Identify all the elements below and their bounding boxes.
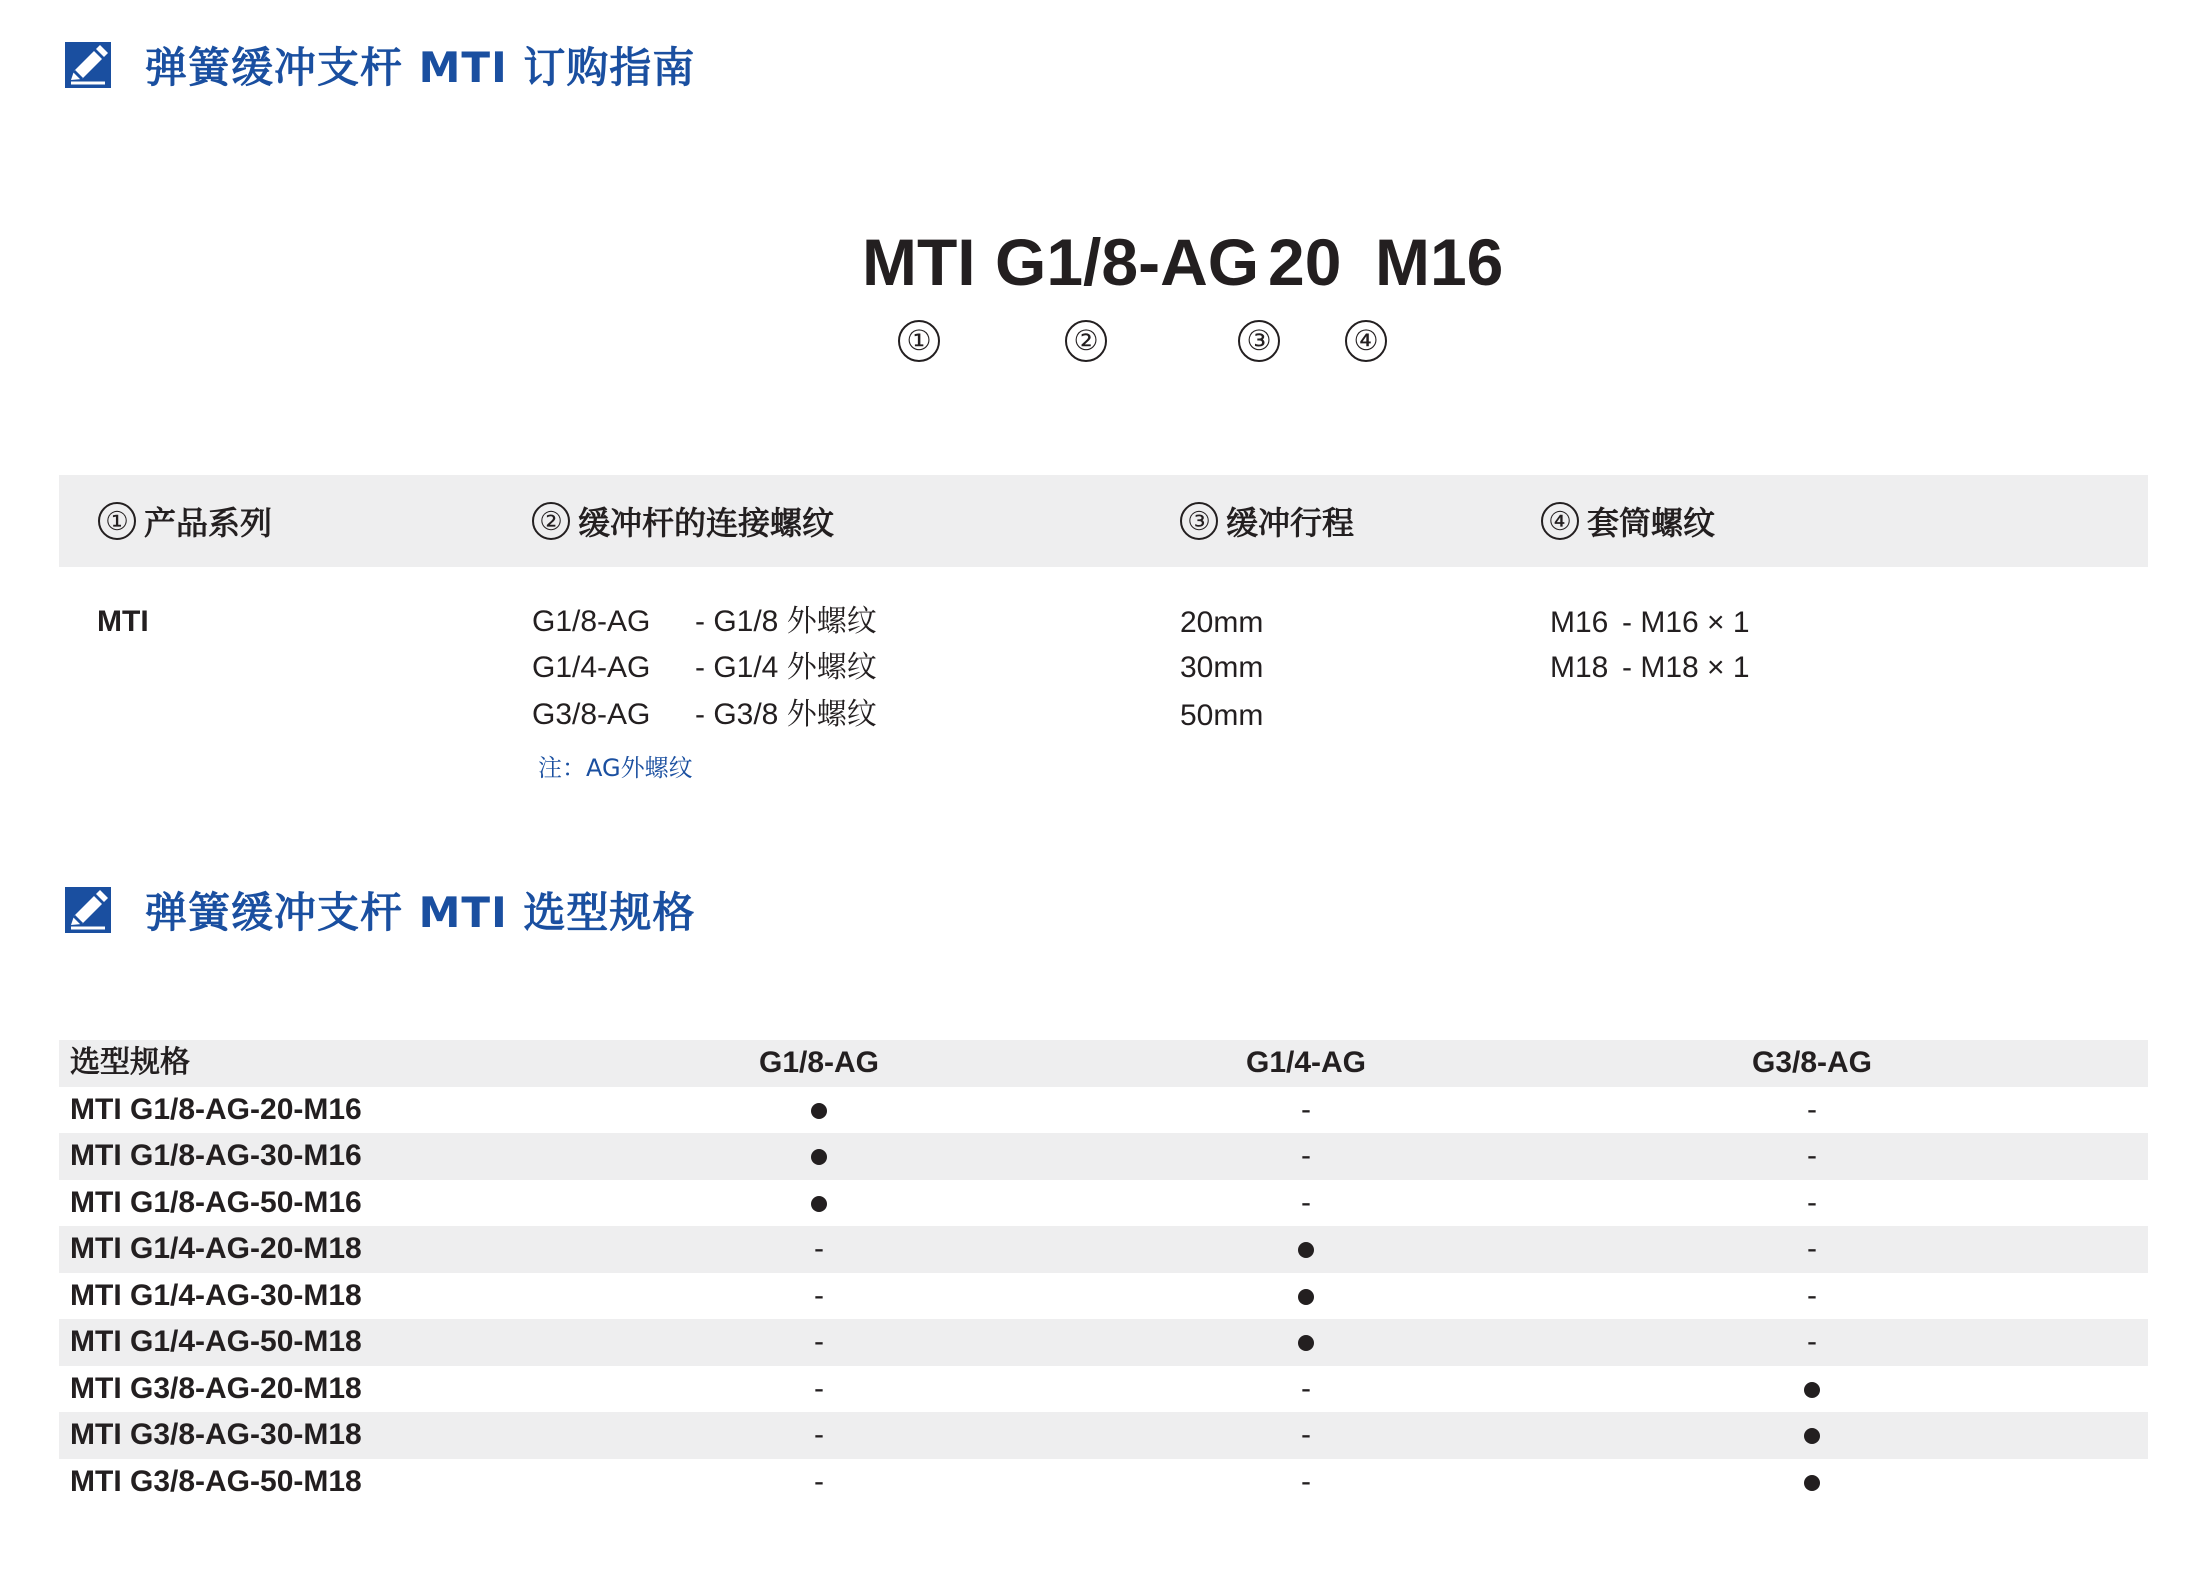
cell-g14-available	[1206, 1319, 1406, 1366]
header-g14: G1/4-AG	[1245, 1046, 1367, 1079]
filled-dot-icon	[1804, 1382, 1820, 1398]
cell-g38-available	[1712, 1366, 1912, 1413]
filled-dot-icon	[1298, 1335, 1314, 1351]
cell-g38-available	[1712, 1459, 1912, 1506]
marker-3: ③	[1180, 502, 1218, 540]
model-name: MTI G1/4-AG-50-M18	[70, 1325, 362, 1358]
section-title: 弹簧缓冲支杆 MTI 选型规格	[145, 888, 696, 937]
cell-g18-unavailable: -	[814, 1464, 824, 1498]
header-g38: G3/8-AG	[1751, 1046, 1873, 1079]
cell-g38-unavailable: -	[1807, 1139, 1817, 1172]
thread-desc: - G1/8 外螺纹	[695, 605, 877, 638]
sleeve-code: M16	[1550, 606, 1609, 639]
cell-g14-unavailable: -	[1301, 1371, 1311, 1405]
model-name: MTI G3/8-AG-30-M18	[70, 1418, 362, 1451]
thread-code: G1/4-AG	[532, 651, 651, 684]
thread-desc: - G3/8 外螺纹	[695, 698, 877, 731]
cell-g14-unavailable: -	[1301, 1139, 1311, 1172]
stroke-value: 20mm	[1180, 606, 1264, 639]
cell-g18-available	[719, 1133, 919, 1180]
cell-g18-unavailable: -	[814, 1278, 824, 1312]
marker-2: ②	[1065, 320, 1107, 362]
cell-g18-unavailable: -	[814, 1232, 824, 1265]
header-model: 选型规格	[70, 1046, 190, 1079]
section-title: 弹簧缓冲支杆 MTI 订购指南	[145, 43, 696, 92]
marker-4: ④	[1345, 320, 1387, 362]
marker-1: ①	[898, 320, 940, 362]
header-stroke	[1180, 475, 1354, 567]
pencil-icon	[65, 42, 111, 88]
header-label: 套筒螺纹	[1587, 504, 1716, 542]
cell-g18-available	[719, 1180, 919, 1227]
table-header	[59, 1040, 2148, 1087]
cell-g18-unavailable: -	[814, 1371, 824, 1405]
table-row	[59, 1226, 2148, 1273]
table-row	[59, 1180, 2148, 1227]
cell-g18-available	[719, 1087, 919, 1134]
cell-g14-available	[1206, 1226, 1406, 1273]
filled-dot-icon	[1804, 1475, 1820, 1491]
filled-dot-icon	[1298, 1289, 1314, 1305]
header-thread	[532, 475, 834, 567]
header-label: 缓冲杆的连接螺纹	[578, 504, 835, 542]
section-heading-ordering-guide	[65, 30, 695, 100]
cell-g14-unavailable: -	[1301, 1092, 1311, 1126]
sleeve-code: M18	[1550, 651, 1609, 684]
stroke-value: 50mm	[1180, 699, 1264, 732]
cell-g14-available	[1206, 1273, 1406, 1320]
series-value: MTI	[97, 605, 149, 638]
cell-g14-unavailable: -	[1301, 1418, 1311, 1451]
model-name: MTI G1/4-AG-30-M18	[70, 1278, 362, 1312]
filled-dot-icon	[1298, 1242, 1314, 1258]
filled-dot-icon	[811, 1149, 827, 1165]
cell-g38-unavailable: -	[1807, 1325, 1817, 1358]
table-row	[59, 1459, 2148, 1506]
table-row	[59, 1319, 2148, 1366]
thread-code: G3/8-AG	[532, 698, 651, 731]
header-label: 缓冲行程	[1226, 504, 1355, 542]
marker-1: ①	[98, 502, 136, 540]
thread-note: 注：AG外螺纹	[538, 754, 693, 782]
pencil-icon	[65, 887, 111, 933]
cell-g14-unavailable: -	[1301, 1185, 1311, 1219]
sleeve-desc: - M18 × 1	[1622, 651, 1750, 684]
selection-table	[59, 1040, 2148, 1505]
stroke-value: 30mm	[1180, 651, 1264, 684]
model-name: MTI G3/8-AG-50-M18	[70, 1464, 362, 1498]
thread-desc: - G1/4 外螺纹	[695, 651, 877, 684]
table-row	[59, 1087, 2148, 1134]
cell-g38-available	[1712, 1412, 1912, 1459]
order-code-sleeve: M16	[1375, 225, 1504, 299]
section-heading-selection	[65, 875, 695, 945]
table-row	[59, 1273, 2148, 1320]
header-label: 产品系列	[144, 504, 273, 542]
header-series	[98, 475, 272, 567]
marker-4: ④	[1541, 502, 1579, 540]
table-row	[59, 1412, 2148, 1459]
order-code	[0, 222, 2200, 302]
order-code-series: MTI	[862, 225, 976, 299]
definition-header	[59, 475, 2148, 567]
marker-3: ③	[1238, 320, 1280, 362]
cell-g38-unavailable: -	[1807, 1185, 1817, 1219]
model-name: MTI G1/8-AG-30-M16	[70, 1139, 362, 1172]
filled-dot-icon	[811, 1103, 827, 1119]
table-body	[59, 1087, 2148, 1506]
model-name: MTI G1/4-AG-20-M18	[70, 1232, 362, 1265]
header-g18: G1/8-AG	[758, 1046, 880, 1079]
thread-code: G1/8-AG	[532, 605, 651, 638]
order-code-stroke: 20	[1268, 225, 1342, 299]
model-name: MTI G1/8-AG-50-M16	[70, 1185, 362, 1219]
model-name: MTI G1/8-AG-20-M16	[70, 1092, 362, 1126]
cell-g18-unavailable: -	[814, 1325, 824, 1358]
cell-g38-unavailable: -	[1807, 1092, 1817, 1126]
sleeve-desc: - M16 × 1	[1622, 606, 1750, 639]
order-code-thread: G1/8-AG	[995, 225, 1260, 299]
cell-g18-unavailable: -	[814, 1418, 824, 1451]
model-name: MTI G3/8-AG-20-M18	[70, 1371, 362, 1405]
cell-g38-unavailable: -	[1807, 1278, 1817, 1312]
header-sleeve	[1541, 475, 1715, 567]
cell-g14-unavailable: -	[1301, 1464, 1311, 1498]
filled-dot-icon	[811, 1196, 827, 1212]
table-row	[59, 1133, 2148, 1180]
filled-dot-icon	[1804, 1428, 1820, 1444]
marker-2: ②	[532, 502, 570, 540]
cell-g38-unavailable: -	[1807, 1232, 1817, 1265]
table-row	[59, 1366, 2148, 1413]
